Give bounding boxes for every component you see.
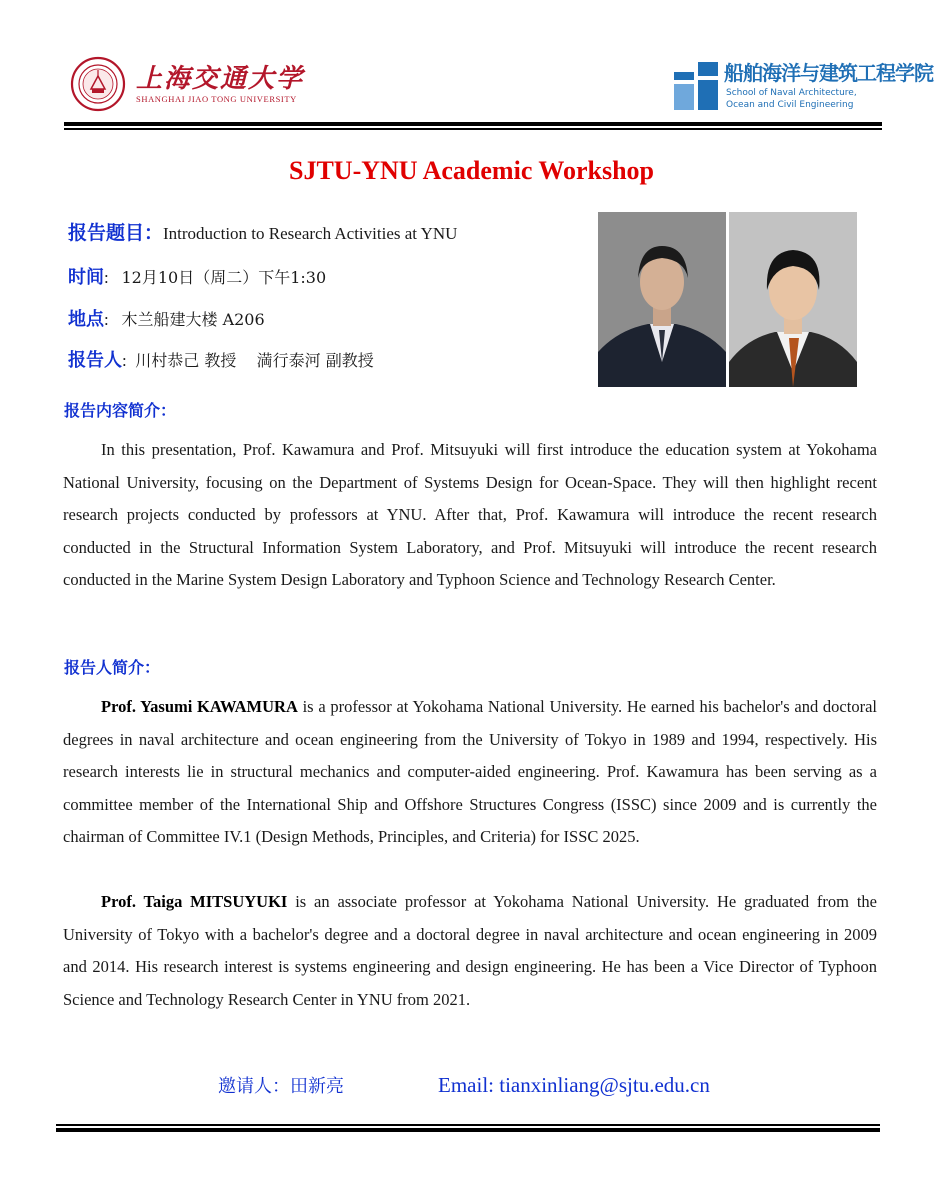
footer-rule-thick	[56, 1128, 880, 1132]
header-rule-thick	[64, 122, 882, 126]
sjtu-name-en: SHANGHAI JIAO TONG UNIVERSITY	[136, 94, 297, 104]
bio-heading: 报告人简介：	[64, 658, 161, 677]
portrait-kawamura-icon	[598, 212, 726, 387]
sjtu-logo	[70, 56, 305, 112]
topic-row	[68, 218, 457, 245]
naval-school-name-cn: 船舶海洋与建筑工程学院	[724, 61, 933, 85]
speaker-photo-mitsuyuki	[729, 212, 857, 387]
place-row	[68, 305, 265, 331]
sjtu-name-cn: 上海交通大学	[136, 64, 305, 94]
abstract-heading: 报告内容简介：	[64, 401, 177, 420]
abstract-paragraph	[63, 434, 877, 597]
header-rule-thin	[64, 128, 882, 130]
naval-school-name-en-line1: School of Naval Architecture,	[726, 88, 857, 98]
sjtu-seal-icon	[70, 56, 126, 112]
inviter-text: 邀请人：田新亮	[218, 1076, 344, 1097]
place-value: 木兰船建大楼 A206	[121, 310, 265, 329]
time-value: 12月10日（周二）下午1:30	[121, 268, 327, 287]
naval-school-name-en-line2: Ocean and Civil Engineering	[726, 100, 854, 110]
footer-rule-thin	[56, 1124, 880, 1126]
naval-school-mark-icon	[674, 60, 722, 112]
speaker-value: 川村恭己 教授 満行泰河 副教授	[135, 351, 374, 370]
topic-label: 报告题目：	[68, 222, 164, 244]
speaker-photo-kawamura	[598, 212, 726, 387]
naval-school-logo	[674, 54, 933, 114]
time-separator: :	[104, 268, 109, 287]
place-separator: :	[104, 310, 109, 329]
bio2-text: is an associate professor at Yokohama National University. He graduated from the University of Tokyo with a bachelor's degree and a doctoral degree in naval architecture and ocean engineering in 2009 and 2014. His research interest is systems engineering and design engineering. He has been a Vice Director of Typhoon Science and Technology Research Center in YNU from 2021.	[63, 892, 877, 1009]
bio1-name: Prof. Yasumi KAWAMURA	[101, 697, 298, 716]
bio2-name: Prof. Taiga MITSUYUKI	[101, 892, 288, 911]
topic-value: Introduction to Research Activities at YNU	[163, 224, 458, 243]
bio-paragraph-kawamura	[63, 691, 877, 854]
speaker-row	[68, 346, 374, 372]
time-label: 时间	[68, 267, 104, 288]
abstract-text: In this presentation, Prof. Kawamura and Prof. Mitsuyuki will first introduce the education system at Yokohama National University, focusing on the Department of Systems Design for Ocean-Space. They will then highlight recent research projects conducted by professors at YNU. After that, Prof. Kawamura will introduce the recent research conducted in the Structural Information System Laboratory, and Prof. Mitsuyuki will introduce the recent research conducted in the Marine System Design Laboratory and Typhoon Science and Technology Research Center.	[63, 440, 877, 590]
speaker-separator: :	[122, 351, 127, 370]
portrait-mitsuyuki-icon	[729, 212, 857, 387]
bio-paragraph-mitsuyuki	[63, 886, 877, 1016]
bio1-text: is a professor at Yokohama National University. He earned his bachelor's and doctoral degrees in naval architecture and ocean engineering from the University of Tokyo in 1989 and 1994, respectively. His research interests lie in structural mechanics and computer-aided engineering. Prof. Kawamura has been serving as a committee member of the International Ship and Offshore Structures Congress (ISSC) since 2009 and is currently the chairman of Committee IV.1 (Design Methods, Principles, and Criteria) for ISSC 2025.	[63, 697, 877, 847]
place-label: 地点	[68, 309, 104, 330]
time-row	[68, 263, 326, 289]
speaker-label: 报告人	[68, 350, 122, 371]
workshop-title: SJTU-YNU Academic Workshop	[288, 156, 654, 185]
contact-email[interactable]: Email: tianxinliang@sjtu.edu.cn	[438, 1073, 710, 1097]
